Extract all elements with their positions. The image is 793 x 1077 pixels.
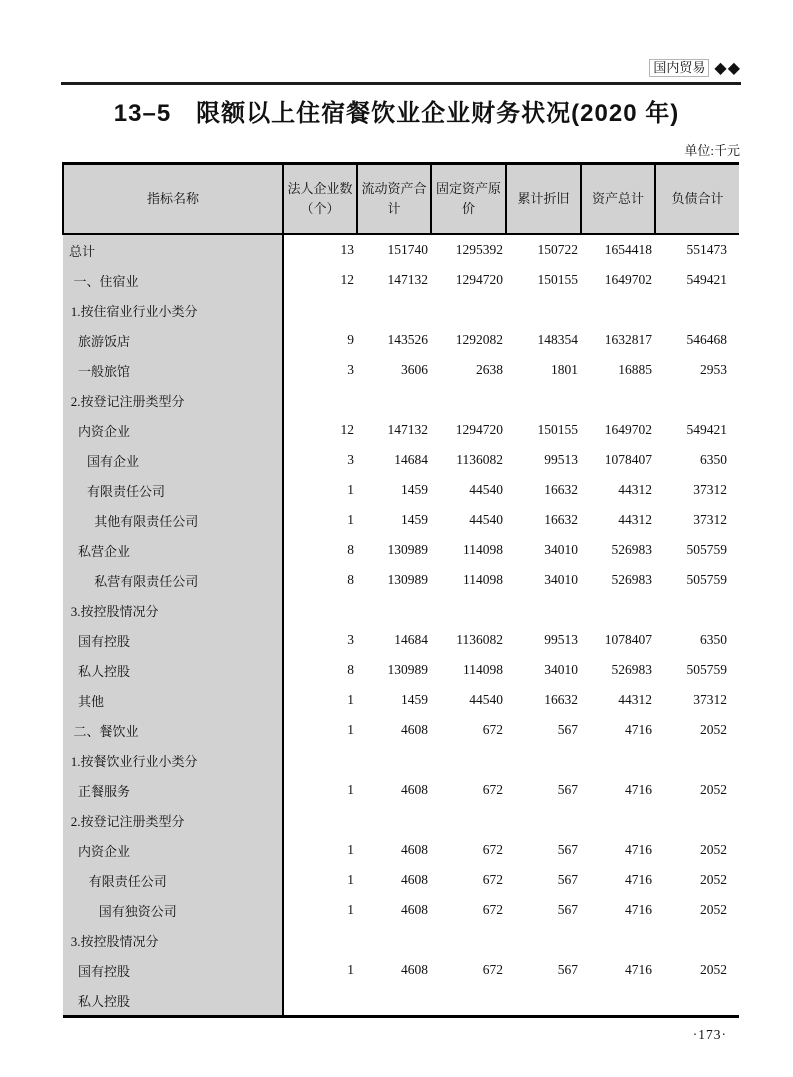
row-label: 1.按住宿业行业小类分 xyxy=(63,295,283,325)
cell-value: 3 xyxy=(347,452,354,467)
column-header: 累计折旧 xyxy=(506,164,581,235)
cell-value: 44540 xyxy=(469,512,503,527)
page-number: ·173· xyxy=(692,1027,727,1042)
cell-value xyxy=(581,985,655,1017)
cell-value: 549421 xyxy=(686,422,727,437)
cell-value xyxy=(283,595,357,625)
cell-value: 2052 xyxy=(700,902,727,917)
row-label: 正餐服务 xyxy=(63,775,283,805)
cell-value: 672 xyxy=(482,722,503,737)
diamond-icons: ◆◆ xyxy=(714,60,741,77)
row-label: 2.按登记注册类型分 xyxy=(63,805,283,835)
row-label: 3.按控股情况分 xyxy=(63,595,283,625)
cell-value xyxy=(655,745,739,775)
page-title: 13–5 限额以上住宿餐饮业企业财务状况(2020 年) xyxy=(113,100,680,127)
table-row xyxy=(63,355,739,385)
cell-value: 3 xyxy=(347,362,354,377)
cell-value: 16632 xyxy=(544,692,578,707)
running-header xyxy=(649,59,741,77)
cell-value: 672 xyxy=(482,782,503,797)
cell-value: 4608 xyxy=(401,842,428,857)
row-label: 旅游饭店 xyxy=(63,325,283,355)
cell-value xyxy=(581,295,655,325)
cell-value: 4608 xyxy=(401,962,428,977)
cell-value: 2638 xyxy=(476,362,503,377)
cell-value: 567 xyxy=(557,722,578,737)
cell-value: 8 xyxy=(347,572,354,587)
cell-value: 150155 xyxy=(537,422,578,437)
cell-value xyxy=(357,985,431,1017)
cell-value: 14684 xyxy=(394,632,428,647)
row-label: 国有控股 xyxy=(63,955,283,985)
cell-value xyxy=(357,295,431,325)
cell-value: 1 xyxy=(347,842,354,857)
cell-value: 2052 xyxy=(700,842,727,857)
cell-value xyxy=(581,745,655,775)
cell-value: 12 xyxy=(340,272,354,287)
cell-value: 526983 xyxy=(611,662,652,677)
cell-value: 114098 xyxy=(463,542,503,557)
cell-value: 1649702 xyxy=(604,272,652,287)
cell-value: 2052 xyxy=(700,872,727,887)
table-row xyxy=(63,715,739,745)
row-label: 国有独资公司 xyxy=(63,895,283,925)
header-rule xyxy=(61,82,741,85)
row-label: 总计 xyxy=(63,234,283,265)
cell-value: 150722 xyxy=(537,242,578,257)
cell-value: 2052 xyxy=(700,962,727,977)
table-row xyxy=(63,325,739,355)
row-label: 3.按控股情况分 xyxy=(63,925,283,955)
cell-value: 1 xyxy=(347,512,354,527)
cell-value: 4608 xyxy=(401,722,428,737)
table-row xyxy=(63,925,739,955)
cell-value: 1292082 xyxy=(455,332,503,347)
cell-value: 1459 xyxy=(401,512,428,527)
cell-value: 16632 xyxy=(544,482,578,497)
cell-value: 672 xyxy=(482,842,503,857)
row-label: 私人控股 xyxy=(63,655,283,685)
cell-value xyxy=(506,925,581,955)
table-row xyxy=(63,805,739,835)
cell-value xyxy=(283,295,357,325)
row-label: 1.按餐饮业行业小类分 xyxy=(63,745,283,775)
cell-value: 147132 xyxy=(387,422,428,437)
running-header-label: 国内贸易 xyxy=(649,59,709,77)
cell-value: 1294720 xyxy=(455,272,503,287)
cell-value: 148354 xyxy=(537,332,578,347)
cell-value xyxy=(357,745,431,775)
cell-value: 9 xyxy=(347,332,354,347)
cell-value: 44540 xyxy=(469,482,503,497)
cell-value xyxy=(581,805,655,835)
cell-value: 4608 xyxy=(401,782,428,797)
table-row xyxy=(63,535,739,565)
cell-value: 6350 xyxy=(700,632,727,647)
cell-value xyxy=(357,385,431,415)
cell-value: 8 xyxy=(347,662,354,677)
table-row xyxy=(63,625,739,655)
cell-value: 1459 xyxy=(401,692,428,707)
cell-value: 114098 xyxy=(463,662,503,677)
row-label: 内资企业 xyxy=(63,415,283,445)
cell-value: 505759 xyxy=(686,662,727,677)
table-row xyxy=(63,565,739,595)
cell-value: 44312 xyxy=(618,482,652,497)
cell-value: 4716 xyxy=(625,842,652,857)
cell-value: 551473 xyxy=(686,242,727,257)
cell-value: 4716 xyxy=(625,902,652,917)
cell-value: 1078407 xyxy=(604,632,652,647)
cell-value xyxy=(431,295,506,325)
cell-value: 1295392 xyxy=(455,242,503,257)
cell-value: 1632817 xyxy=(604,332,652,347)
cell-value: 8 xyxy=(347,542,354,557)
cell-value: 12 xyxy=(340,422,354,437)
table-row xyxy=(63,985,739,1017)
cell-value: 1294720 xyxy=(455,422,503,437)
table-row xyxy=(63,775,739,805)
cell-value: 4716 xyxy=(625,872,652,887)
cell-value: 526983 xyxy=(611,572,652,587)
cell-value: 37312 xyxy=(693,692,727,707)
cell-value xyxy=(506,805,581,835)
cell-value: 16885 xyxy=(618,362,652,377)
cell-value xyxy=(581,595,655,625)
table-row xyxy=(63,895,739,925)
row-label: 有限责任公司 xyxy=(63,475,283,505)
cell-value xyxy=(581,925,655,955)
column-header: 固定资产原价 xyxy=(431,164,506,235)
cell-value: 1 xyxy=(347,482,354,497)
table-row xyxy=(63,295,739,325)
cell-value: 34010 xyxy=(544,542,578,557)
cell-value: 1801 xyxy=(551,362,578,377)
cell-value xyxy=(431,925,506,955)
cell-value xyxy=(357,595,431,625)
cell-value xyxy=(655,925,739,955)
table-row xyxy=(63,234,739,265)
cell-value xyxy=(655,295,739,325)
cell-value xyxy=(431,985,506,1017)
cell-value: 1459 xyxy=(401,482,428,497)
cell-value: 44312 xyxy=(618,692,652,707)
cell-value: 1136082 xyxy=(456,632,503,647)
row-label: 二、餐饮业 xyxy=(63,715,283,745)
cell-value: 1 xyxy=(347,692,354,707)
cell-value: 143526 xyxy=(387,332,428,347)
table-row xyxy=(63,415,739,445)
cell-value: 567 xyxy=(557,962,578,977)
cell-value: 4716 xyxy=(625,722,652,737)
cell-value: 567 xyxy=(557,872,578,887)
cell-value: 1 xyxy=(347,962,354,977)
cell-value: 44312 xyxy=(618,512,652,527)
table-row xyxy=(63,745,739,775)
row-label: 国有企业 xyxy=(63,445,283,475)
cell-value xyxy=(655,985,739,1017)
cell-value xyxy=(357,805,431,835)
cell-value: 4716 xyxy=(625,782,652,797)
cell-value: 1 xyxy=(347,872,354,887)
cell-value: 1136082 xyxy=(456,452,503,467)
cell-value: 672 xyxy=(482,962,503,977)
cell-value: 1 xyxy=(347,722,354,737)
cell-value: 130989 xyxy=(387,572,428,587)
row-label: 其他有限责任公司 xyxy=(63,505,283,535)
cell-value: 546468 xyxy=(686,332,727,347)
row-label: 私人控股 xyxy=(63,985,283,1017)
cell-value: 505759 xyxy=(686,542,727,557)
cell-value xyxy=(283,925,357,955)
cell-value: 505759 xyxy=(686,572,727,587)
cell-value xyxy=(431,745,506,775)
cell-value: 130989 xyxy=(387,662,428,677)
cell-value: 14684 xyxy=(394,452,428,467)
cell-value xyxy=(357,925,431,955)
row-label: 一般旅馆 xyxy=(63,355,283,385)
cell-value: 3 xyxy=(347,632,354,647)
table-row xyxy=(63,835,739,865)
cell-value: 1 xyxy=(347,902,354,917)
cell-value: 1 xyxy=(347,782,354,797)
table-row xyxy=(63,385,739,415)
cell-value: 130989 xyxy=(387,542,428,557)
cell-value: 16632 xyxy=(544,512,578,527)
cell-value: 3606 xyxy=(401,362,428,377)
column-header-indicator: 指标名称 xyxy=(63,164,283,235)
cell-value: 672 xyxy=(482,872,503,887)
cell-value xyxy=(655,595,739,625)
cell-value: 526983 xyxy=(611,542,652,557)
cell-value: 2953 xyxy=(700,362,727,377)
table-row xyxy=(63,865,739,895)
cell-value: 567 xyxy=(557,842,578,857)
cell-value: 1078407 xyxy=(604,452,652,467)
cell-value: 99513 xyxy=(544,452,578,467)
cell-value: 99513 xyxy=(544,632,578,647)
cell-value: 567 xyxy=(557,782,578,797)
table-row xyxy=(63,655,739,685)
cell-value: 34010 xyxy=(544,572,578,587)
row-label: 2.按登记注册类型分 xyxy=(63,385,283,415)
cell-value xyxy=(431,595,506,625)
cell-value: 37312 xyxy=(693,512,727,527)
row-label: 有限责任公司 xyxy=(63,865,283,895)
cell-value xyxy=(581,385,655,415)
cell-value: 549421 xyxy=(686,272,727,287)
row-label: 一、住宿业 xyxy=(63,265,283,295)
table-row xyxy=(63,445,739,475)
table-row xyxy=(63,265,739,295)
cell-value: 2052 xyxy=(700,722,727,737)
cell-value xyxy=(506,595,581,625)
cell-value: 4716 xyxy=(625,962,652,977)
cell-value: 1654418 xyxy=(604,242,652,257)
cell-value: 147132 xyxy=(387,272,428,287)
cell-value: 34010 xyxy=(544,662,578,677)
cell-value xyxy=(506,985,581,1017)
cell-value: 2052 xyxy=(700,782,727,797)
cell-value: 151740 xyxy=(387,242,428,257)
row-label: 私营有限责任公司 xyxy=(63,565,283,595)
table-header-row xyxy=(63,164,739,235)
cell-value xyxy=(506,385,581,415)
table-body xyxy=(63,234,739,1017)
table-row xyxy=(63,475,739,505)
cell-value: 567 xyxy=(557,902,578,917)
column-header: 负债合计 xyxy=(655,164,739,235)
finance-table xyxy=(62,162,739,1018)
row-label: 内资企业 xyxy=(63,835,283,865)
table-row xyxy=(63,505,739,535)
column-header: 资产总计 xyxy=(581,164,655,235)
column-header: 流动资产合计 xyxy=(357,164,431,235)
table-row xyxy=(63,685,739,715)
table-row xyxy=(63,955,739,985)
cell-value: 44540 xyxy=(469,692,503,707)
column-header: 法人企业数（个） xyxy=(283,164,357,235)
cell-value xyxy=(283,385,357,415)
row-label: 私营企业 xyxy=(63,535,283,565)
cell-value xyxy=(431,805,506,835)
cell-value: 672 xyxy=(482,902,503,917)
cell-value xyxy=(283,745,357,775)
unit-note: 单位:千元 xyxy=(684,143,740,158)
cell-value xyxy=(283,805,357,835)
cell-value: 114098 xyxy=(463,572,503,587)
cell-value: 4608 xyxy=(401,902,428,917)
cell-value xyxy=(506,745,581,775)
cell-value xyxy=(506,295,581,325)
cell-value: 4608 xyxy=(401,872,428,887)
cell-value: 150155 xyxy=(537,272,578,287)
cell-value xyxy=(655,805,739,835)
row-label: 其他 xyxy=(63,685,283,715)
cell-value xyxy=(655,385,739,415)
cell-value xyxy=(431,385,506,415)
row-label: 国有控股 xyxy=(63,625,283,655)
table-row xyxy=(63,595,739,625)
cell-value: 6350 xyxy=(700,452,727,467)
cell-value: 13 xyxy=(340,242,354,257)
cell-value xyxy=(283,985,357,1017)
cell-value: 1649702 xyxy=(604,422,652,437)
cell-value: 37312 xyxy=(693,482,727,497)
